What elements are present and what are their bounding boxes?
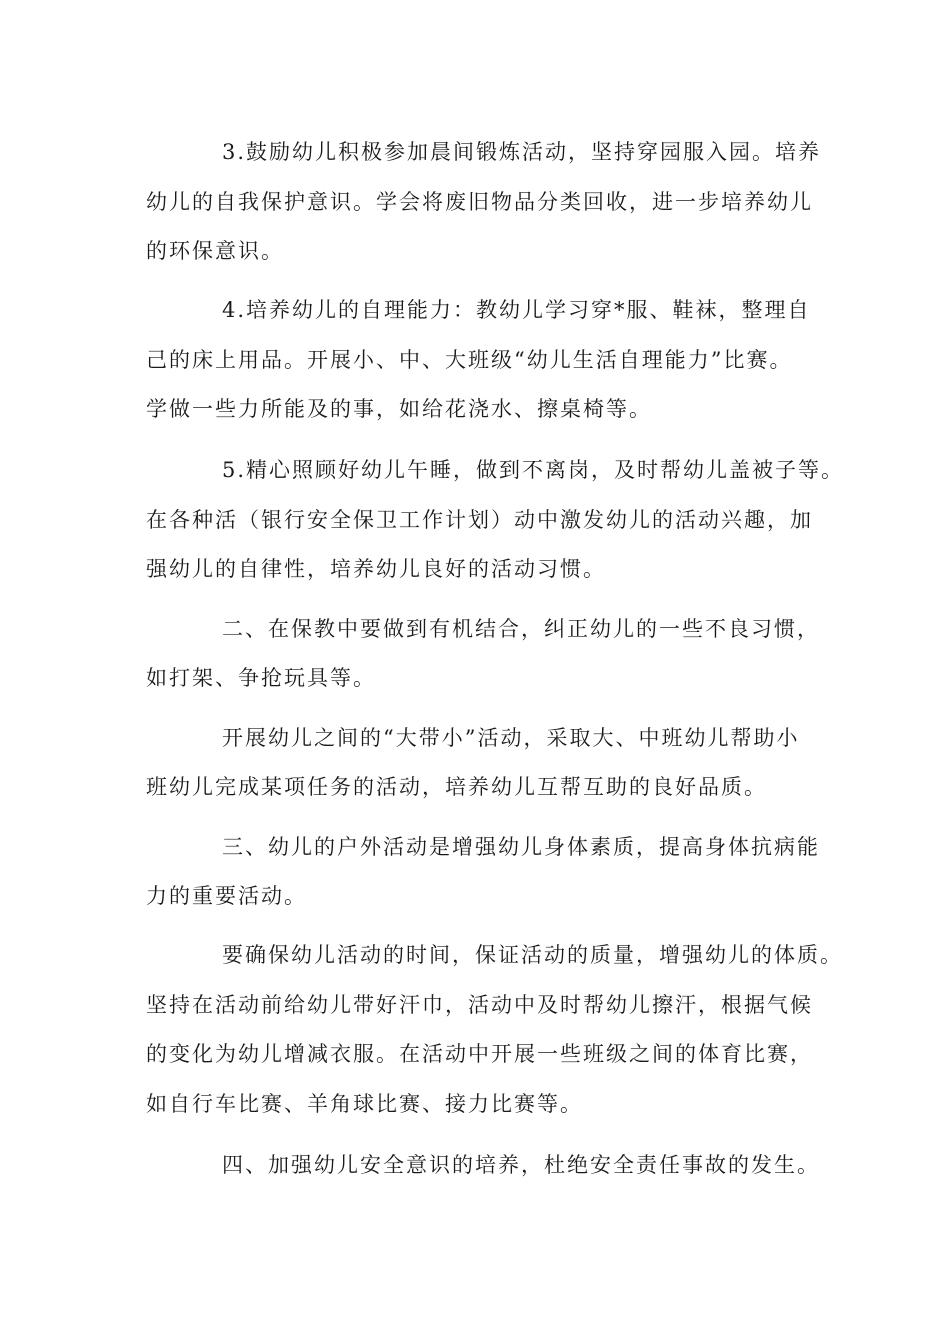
- paragraph-2-line-3: 学做一些力所能及的事，如给花浇水、擦桌椅等。: [146, 397, 652, 421]
- paragraph-1-line-1: 3.鼓励幼儿积极参加晨间锻炼活动，坚持穿园服入园。培养: [222, 140, 822, 164]
- paragraph-5-line-2: 班幼儿完成某项任务的活动，培养幼儿互帮互助的良好品质。: [146, 775, 767, 799]
- paragraph-2-line-2: 己的床上用品。开展小、中、大班级“幼儿生活自理能力”比赛。: [146, 348, 793, 372]
- paragraph-7-line-3: 的变化为幼儿增减衣服。在活动中开展一些班级之间的体育比赛，: [146, 1042, 813, 1066]
- paragraph-6-line-2: 力的重要活动。: [146, 884, 307, 908]
- paragraph-5-line-1: 开展幼儿之间的“大带小”活动，采取大、中班幼儿帮助小: [222, 726, 800, 750]
- paragraph-8-line-1: 四、加强幼儿安全意识的培养，杜绝安全责任事故的发生。: [222, 1153, 820, 1177]
- paragraph-7-line-2: 坚持在活动前给幼儿带好汗巾，活动中及时帮幼儿擦汗，根据气候: [146, 993, 813, 1017]
- paragraph-4-line-1: 二、在保教中要做到有机结合，纠正幼儿的一些不良习惯，: [222, 617, 820, 641]
- paragraph-2-line-1: 4.培养幼儿的自理能力：教幼儿学习穿*服、鞋袜，整理自: [222, 298, 811, 322]
- paragraph-3-line-2: 在各种活（银行安全保卫工作计划）动中激发幼儿的活动兴趣，加: [146, 508, 813, 532]
- paragraph-1-line-3: 的环保意识。: [146, 239, 284, 263]
- paragraph-3-line-3: 强幼儿的自律性，培养幼儿良好的活动习惯。: [146, 557, 606, 581]
- paragraph-7-line-4: 如自行车比赛、羊角球比赛、接力比赛等。: [146, 1092, 583, 1116]
- paragraph-1-line-2: 幼儿的自我保护意识。学会将废旧物品分类回收，进一步培养幼儿: [146, 190, 813, 214]
- paragraph-4-line-2: 如打架、争抢玩具等。: [146, 666, 376, 690]
- paragraph-3-line-1: 5.精心照顾好幼儿午睡，做到不离岗，及时帮幼儿盖被子等。: [222, 458, 845, 482]
- paragraph-6-line-1: 三、幼儿的户外活动是增强幼儿身体素质，提高身体抗病能: [222, 835, 820, 859]
- paragraph-7-line-1: 要确保幼儿活动的时间，保证活动的质量，增强幼儿的体质。: [222, 943, 843, 967]
